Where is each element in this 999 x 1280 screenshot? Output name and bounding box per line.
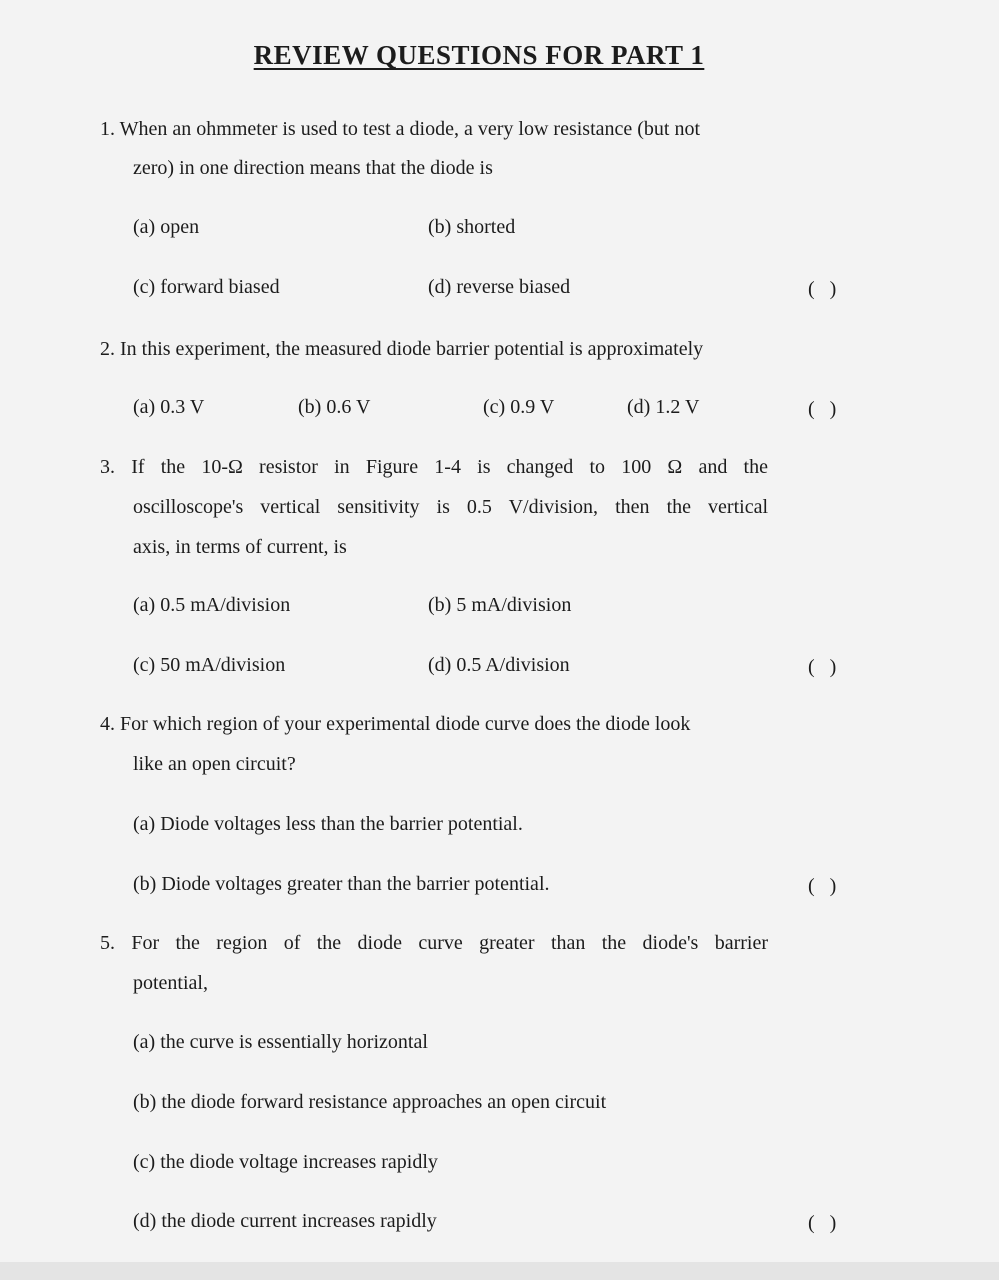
question-4-option-b: (b) Diode voltages greater than the barrier potential.: [133, 873, 550, 895]
question-2-line-1: 2. In this experiment, the measured diode barrier potential is approximately: [100, 338, 704, 360]
question-3-line-3: axis, in terms of current, is: [133, 536, 347, 558]
question-4-option-a: (a) Diode voltages less than the barrier potential.: [133, 813, 523, 835]
question-4-line-1: 4. For which region of your experimental diode curve does the diode look: [100, 713, 691, 735]
question-5-option-c: (c) the diode voltage increases rapidly: [133, 1151, 438, 1173]
question-5-line-1: 5. For the region of the diode curve greater than the diode's barrier: [100, 932, 768, 954]
question-1-option-b: (b) shorted: [428, 216, 516, 238]
page-bottom-edge: [0, 1262, 999, 1280]
question-5-option-d: (d) the diode current increases rapidly: [133, 1210, 437, 1232]
question-1-line-1: 1. When an ohmmeter is used to test a diode, a very low resistance (but not: [100, 118, 701, 140]
question-3-option-c: (c) 50 mA/division: [133, 654, 286, 676]
question-3-answer-bracket[interactable]: ( ): [808, 656, 837, 678]
question-3-option-d: (d) 0.5 A/division: [428, 654, 570, 676]
question-1-option-c: (c) forward biased: [133, 276, 280, 298]
question-5-option-a: (a) the curve is essentially horizontal: [133, 1031, 428, 1053]
question-2-option-d: (d) 1.2 V: [627, 396, 700, 418]
question-3-line-2: oscilloscope's vertical sensitivity is 0.5 V/division, then the vertical: [133, 496, 768, 518]
question-4-line-2: like an open circuit?: [133, 753, 296, 775]
question-2-answer-bracket[interactable]: ( ): [808, 398, 837, 420]
question-2-option-a: (a) 0.3 V: [133, 396, 205, 418]
question-1-option-d: (d) reverse biased: [428, 276, 571, 298]
page-title: REVIEW QUESTIONS FOR PART 1: [253, 40, 705, 70]
question-5-line-2: potential,: [133, 972, 208, 994]
question-4-answer-bracket[interactable]: ( ): [808, 875, 837, 897]
question-2-option-c: (c) 0.9 V: [483, 396, 555, 418]
question-5-option-b: (b) the diode forward resistance approaches an open circuit: [133, 1091, 607, 1113]
question-3-line-1: 3. If the 10-Ω resistor in Figure 1-4 is changed to 100 Ω and the: [100, 456, 768, 478]
question-3-option-b: (b) 5 mA/division: [428, 594, 572, 616]
question-1-option-a: (a) open: [133, 216, 200, 238]
question-2-option-b: (b) 0.6 V: [298, 396, 371, 418]
question-3-option-a: (a) 0.5 mA/division: [133, 594, 291, 616]
question-1-line-2: zero) in one direction means that the diode is: [133, 157, 493, 179]
question-5-answer-bracket[interactable]: ( ): [808, 1212, 837, 1234]
question-1-answer-bracket[interactable]: ( ): [808, 278, 837, 300]
